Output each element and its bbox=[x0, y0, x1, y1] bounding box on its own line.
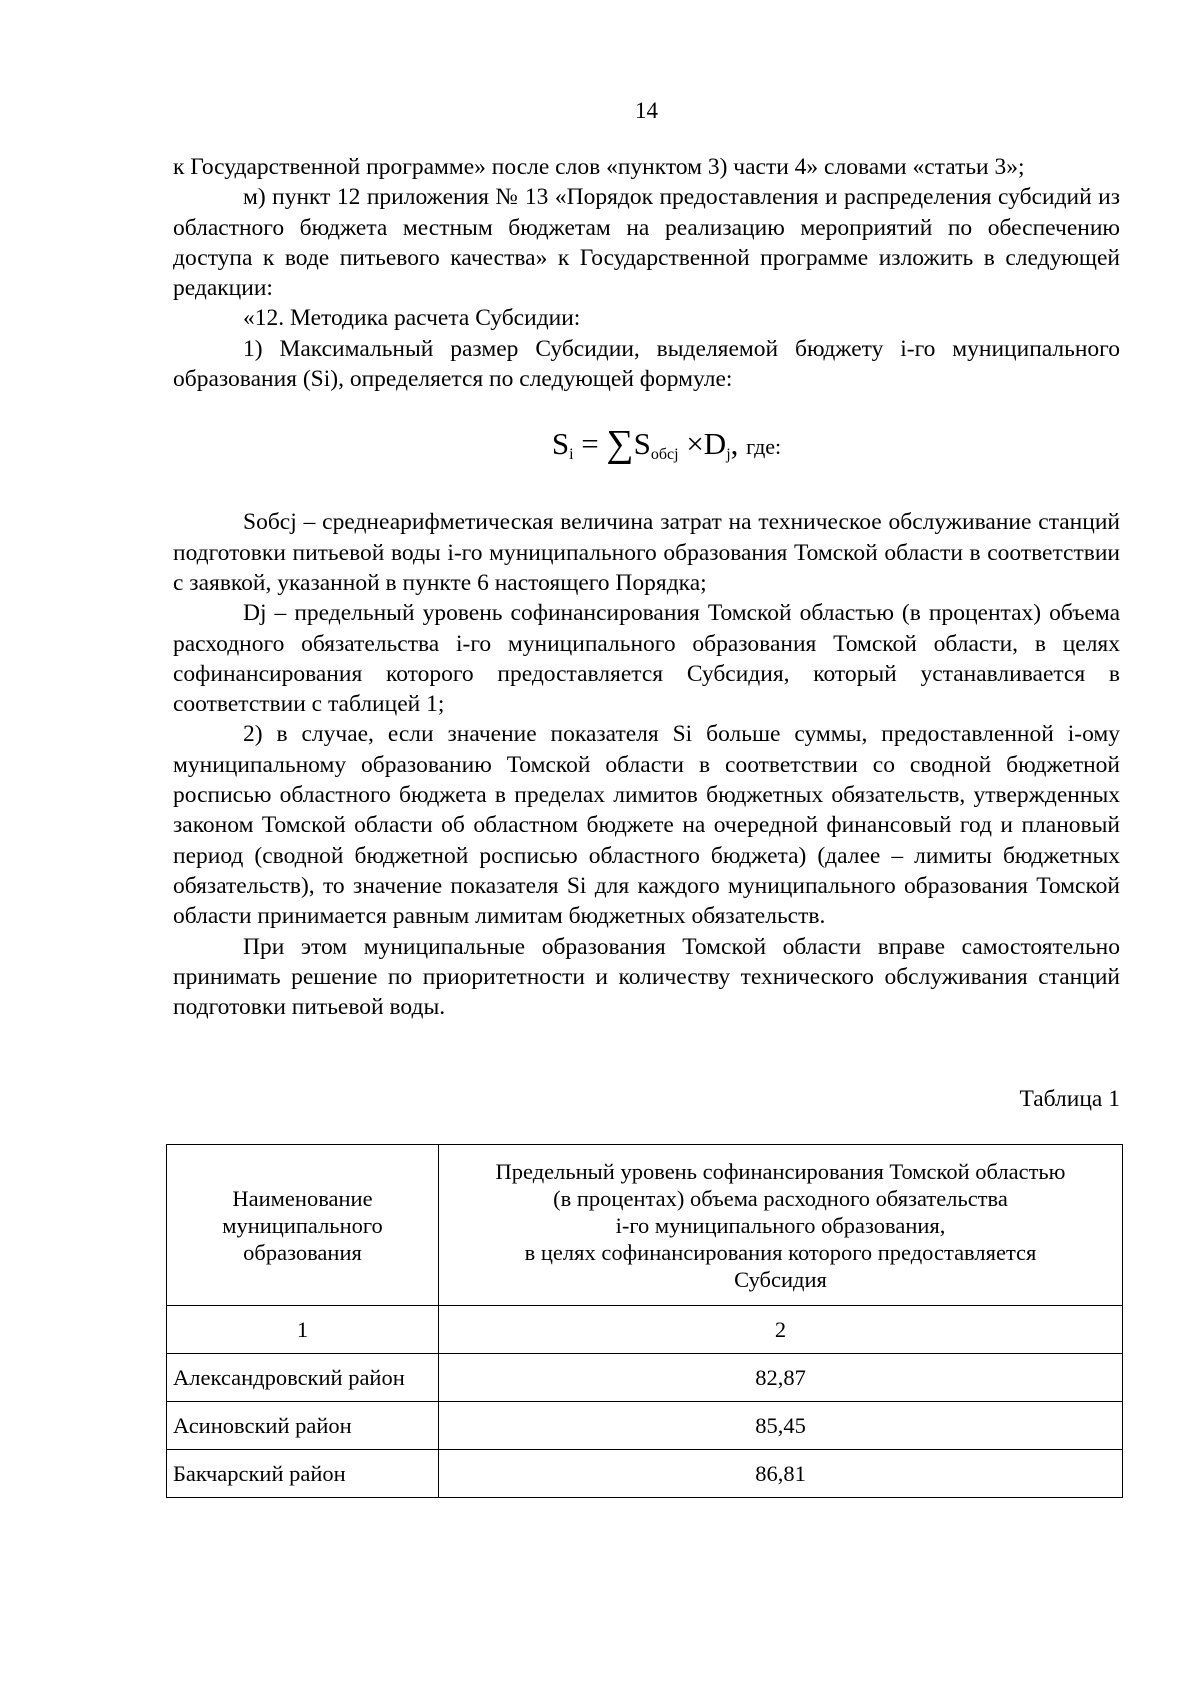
formula-comma: , bbox=[730, 426, 739, 462]
municipality-name: Асиновский район bbox=[167, 1402, 439, 1450]
paragraph-definition-dj: Dj – предельный уровень софинансирования Томской областью (в процентах) объема расходного обязательства i-го муниципального образования Томской области, в целях софинансирования которого предоставляется Субсидия, который устанавливается в соответствии с таблицей 1; bbox=[173, 600, 1120, 718]
paragraph-definition-sobsj: Sобсj – среднеарифметическая величина затрат на техническое обслуживание станций подготовки питьевой воды i-го муниципального образования Томской области в соответствии с заявкой, указанной в пункте 6 настоящего Порядка; bbox=[173, 509, 1120, 596]
header-cofinancing-level: Предельный уровень софинансирования Томской областью (в процентах) объема расходного обязательства i-го муниципального образования, в целях софинансирования которого предоставляется Субсидия bbox=[439, 1145, 1123, 1306]
paragraph-methodology-title: «12. Методика расчета Субсидии: bbox=[243, 305, 581, 332]
formula-lhs: S bbox=[551, 426, 570, 462]
formula-factor-sub: j bbox=[726, 446, 731, 464]
paragraph-note: При этом муниципальные образования Томской области вправе самостоятельно принимать решение по приоритетности и количеству технического обслуживания станций подготовки питьевой воды. bbox=[173, 933, 1120, 1021]
document-page bbox=[173, 96, 1120, 1498]
cofinancing-table bbox=[166, 1144, 1123, 1498]
table-header-row bbox=[167, 1145, 1123, 1306]
municipality-name: Александровский район bbox=[167, 1354, 439, 1402]
municipality-name: Бакчарский район bbox=[167, 1450, 439, 1498]
table-row bbox=[167, 1402, 1123, 1450]
formula-sum-symbol: ∑ bbox=[606, 423, 634, 466]
paragraph-item-1: 1) Максимальный размер Субсидии, выделяемой бюджету i-го муниципального образования (Si), определяется по следующей формуле: bbox=[173, 335, 1120, 393]
document-body bbox=[173, 152, 1120, 1022]
cofinancing-value: 85,45 bbox=[439, 1402, 1123, 1450]
formula-lhs-sub: i bbox=[569, 446, 574, 464]
formula-equals: = bbox=[581, 426, 599, 462]
table-row bbox=[167, 1450, 1123, 1498]
subsidy-formula bbox=[173, 424, 1120, 475]
formula-where: где: bbox=[746, 434, 782, 460]
paragraph-item-2: 2) в случае, если значение показателя Si больше суммы, предоставленной i-ому муниципальному образованию Томской области в соответствии со сводной бюджетной росписью областного бюджета в пределах лимитов бюджетных обязательств, утвержденных законом Томской области об областном бюджете на очередной финансовый год и плановый период (сводной бюджетной росписью областного бюджета) (далее – лимиты бюджетных обязательств), то значение показателя Si для каждого муниципального образования Томской области принимается равным лимитам бюджетных обязательств. bbox=[173, 721, 1120, 930]
page-number: 14 bbox=[635, 98, 658, 123]
table-row bbox=[167, 1354, 1123, 1402]
cofinancing-value: 86,81 bbox=[439, 1450, 1123, 1498]
formula-term: S bbox=[633, 426, 651, 462]
header-municipality: Наименование муниципального образования bbox=[167, 1145, 439, 1306]
table-caption: Таблица 1 bbox=[1019, 1086, 1120, 1113]
formula-term-sub: обсj bbox=[650, 446, 679, 464]
column-number-1: 1 bbox=[167, 1306, 439, 1354]
column-number-2: 2 bbox=[439, 1306, 1123, 1354]
table-column-numbers-row bbox=[167, 1306, 1123, 1354]
cofinancing-value: 82,87 bbox=[439, 1354, 1123, 1402]
paragraph-item-m: м) пункт 12 приложения № 13 «Порядок предоставления и распределения субсидий из областного бюджета местным бюджетам на реализацию мероприятий по обеспечению доступа к воде питьевого качества» к Государственной программе изложить в следующей редакции: bbox=[173, 184, 1120, 302]
formula-times: × bbox=[686, 426, 704, 462]
paragraph-continuation: к Государственной программе» после слов «пунктом 3) части 4» словами «статьи 3»; bbox=[173, 154, 1025, 180]
formula-factor: D bbox=[703, 426, 727, 462]
